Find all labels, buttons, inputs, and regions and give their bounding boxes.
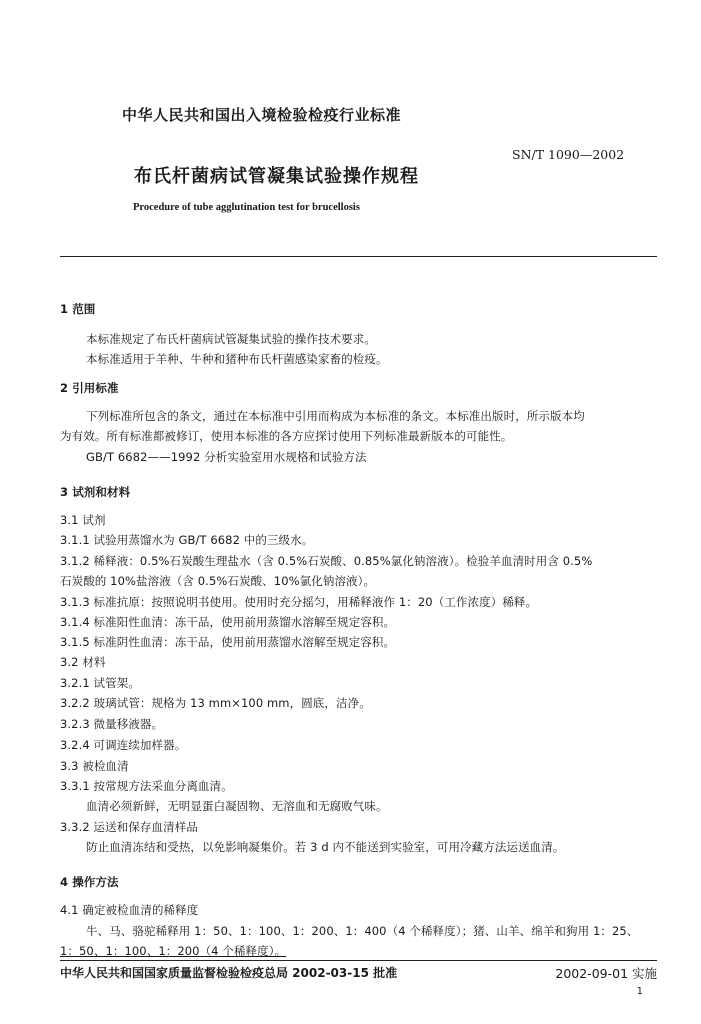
clause-3-1-3: 3.1.3 标准抗原：按照说明书使用。使用时充分摇匀，用稀释液作 1：20（工作浓度）稀释。 — [60, 595, 538, 609]
section-4-heading: 4 操作方法 — [60, 875, 119, 889]
section-1-heading: 1 范围 — [60, 302, 96, 316]
section-3-1-heading: 3.1 试剂 — [60, 513, 106, 527]
clause-3-1-5: 3.1.5 标准阴性血清：冻干品，使用前用蒸馏水溶解至规定容积。 — [60, 635, 396, 649]
clause-3-2-4: 3.2.4 可调连续加样器。 — [60, 738, 187, 752]
standard-code: SN/T 1090—2002 — [512, 147, 625, 162]
section-2-paragraph-1-line-1: 下列标准所包含的条文，通过在本标准中引用而构成为本标准的条文。本标准出版时，所示版本均 — [86, 409, 585, 423]
section-4-1-heading: 4.1 确定被检血清的稀释度 — [60, 903, 199, 917]
section-2-paragraph-1-line-2: 为有效。所有标准都被修订，使用本标准的各方应探讨使用下列标准最新版本的可能性。 — [60, 429, 513, 443]
document-title-english: Procedure of tube agglutination test for brucellosis — [133, 202, 360, 213]
effective-date: 2002-09-01 实施 — [555, 966, 657, 981]
clause-3-3-1: 3.3.1 按常规方法采血分离血清。 — [60, 779, 233, 793]
clause-3-3-2: 3.3.2 运送和保存血清样品 — [60, 820, 198, 834]
section-3-3-heading: 3.3 被检血清 — [60, 759, 129, 773]
document-title: 布氏杆菌病试管凝集试验操作规程 — [134, 166, 419, 187]
clause-4-1-line-1: 牛、马、骆驼稀释用 1：50、1：100、1：200、1：400（4 个稀释度）；猪、山羊、绵羊和狗用 1：25、 — [86, 924, 639, 938]
clause-3-3-1-note: 血清必须新鲜，无明显蛋白凝固物、无溶血和无腐败气味。 — [86, 799, 388, 813]
clause-3-2-1: 3.2.1 试管架。 — [60, 676, 140, 690]
approval-authority: 中华人民共和国国家质量监督检验检疫总局 2002-03-15 批准 — [60, 966, 398, 980]
clause-3-1-4: 3.1.4 标准阳性血清：冻干品，使用前用蒸馏水溶解至规定容积。 — [60, 615, 396, 629]
clause-3-3-2-text: 防止血清冻结和受热，以免影响凝集价。若 3 d 内不能送到实验室，可用冷藏方法运送血清。 — [86, 840, 565, 854]
footer-divider — [60, 960, 657, 961]
page-number: 1 — [636, 986, 643, 997]
section-3-2-heading: 3.2 材料 — [60, 655, 106, 669]
section-3-heading: 3 试剂和材料 — [60, 485, 131, 499]
section-2-heading: 2 引用标准 — [60, 381, 119, 395]
header-divider — [60, 256, 657, 257]
clause-3-1-1: 3.1.1 试验用蒸馏水为 GB/T 6682 中的三级水。 — [60, 533, 314, 547]
clause-3-1-2-line-2: 石炭酸的 10%盐溶液（含 0.5%石炭酸、10%氯化钠溶液）。 — [60, 574, 376, 588]
clause-3-2-2: 3.2.2 玻璃试管：规格为 13 mm×100 mm，圆底，洁净。 — [60, 696, 371, 710]
clause-3-2-3: 3.2.3 微量移液器。 — [60, 717, 164, 731]
section-1-paragraph-2: 本标准适用于羊种、牛种和猪种布氏杆菌感染家畜的检疫。 — [86, 352, 388, 366]
issuing-authority-line: 中华人民共和国出入境检验检疫行业标准 — [122, 106, 402, 124]
section-2-reference: GB/T 6682——1992 分析实验室用水规格和试验方法 — [86, 450, 367, 464]
clause-4-1-line-2: 1：50、1：100、1：200（4 个稀释度）。 — [60, 944, 287, 958]
section-1-paragraph-1: 本标准规定了布氏杆菌病试管凝集试验的操作技术要求。 — [86, 332, 376, 346]
clause-3-1-2-line-1: 3.1.2 稀释液：0.5%石炭酸生理盐水（含 0.5%石炭酸、0.85%氯化钠溶液）。检验羊血清时用含 0.5% — [60, 554, 593, 568]
